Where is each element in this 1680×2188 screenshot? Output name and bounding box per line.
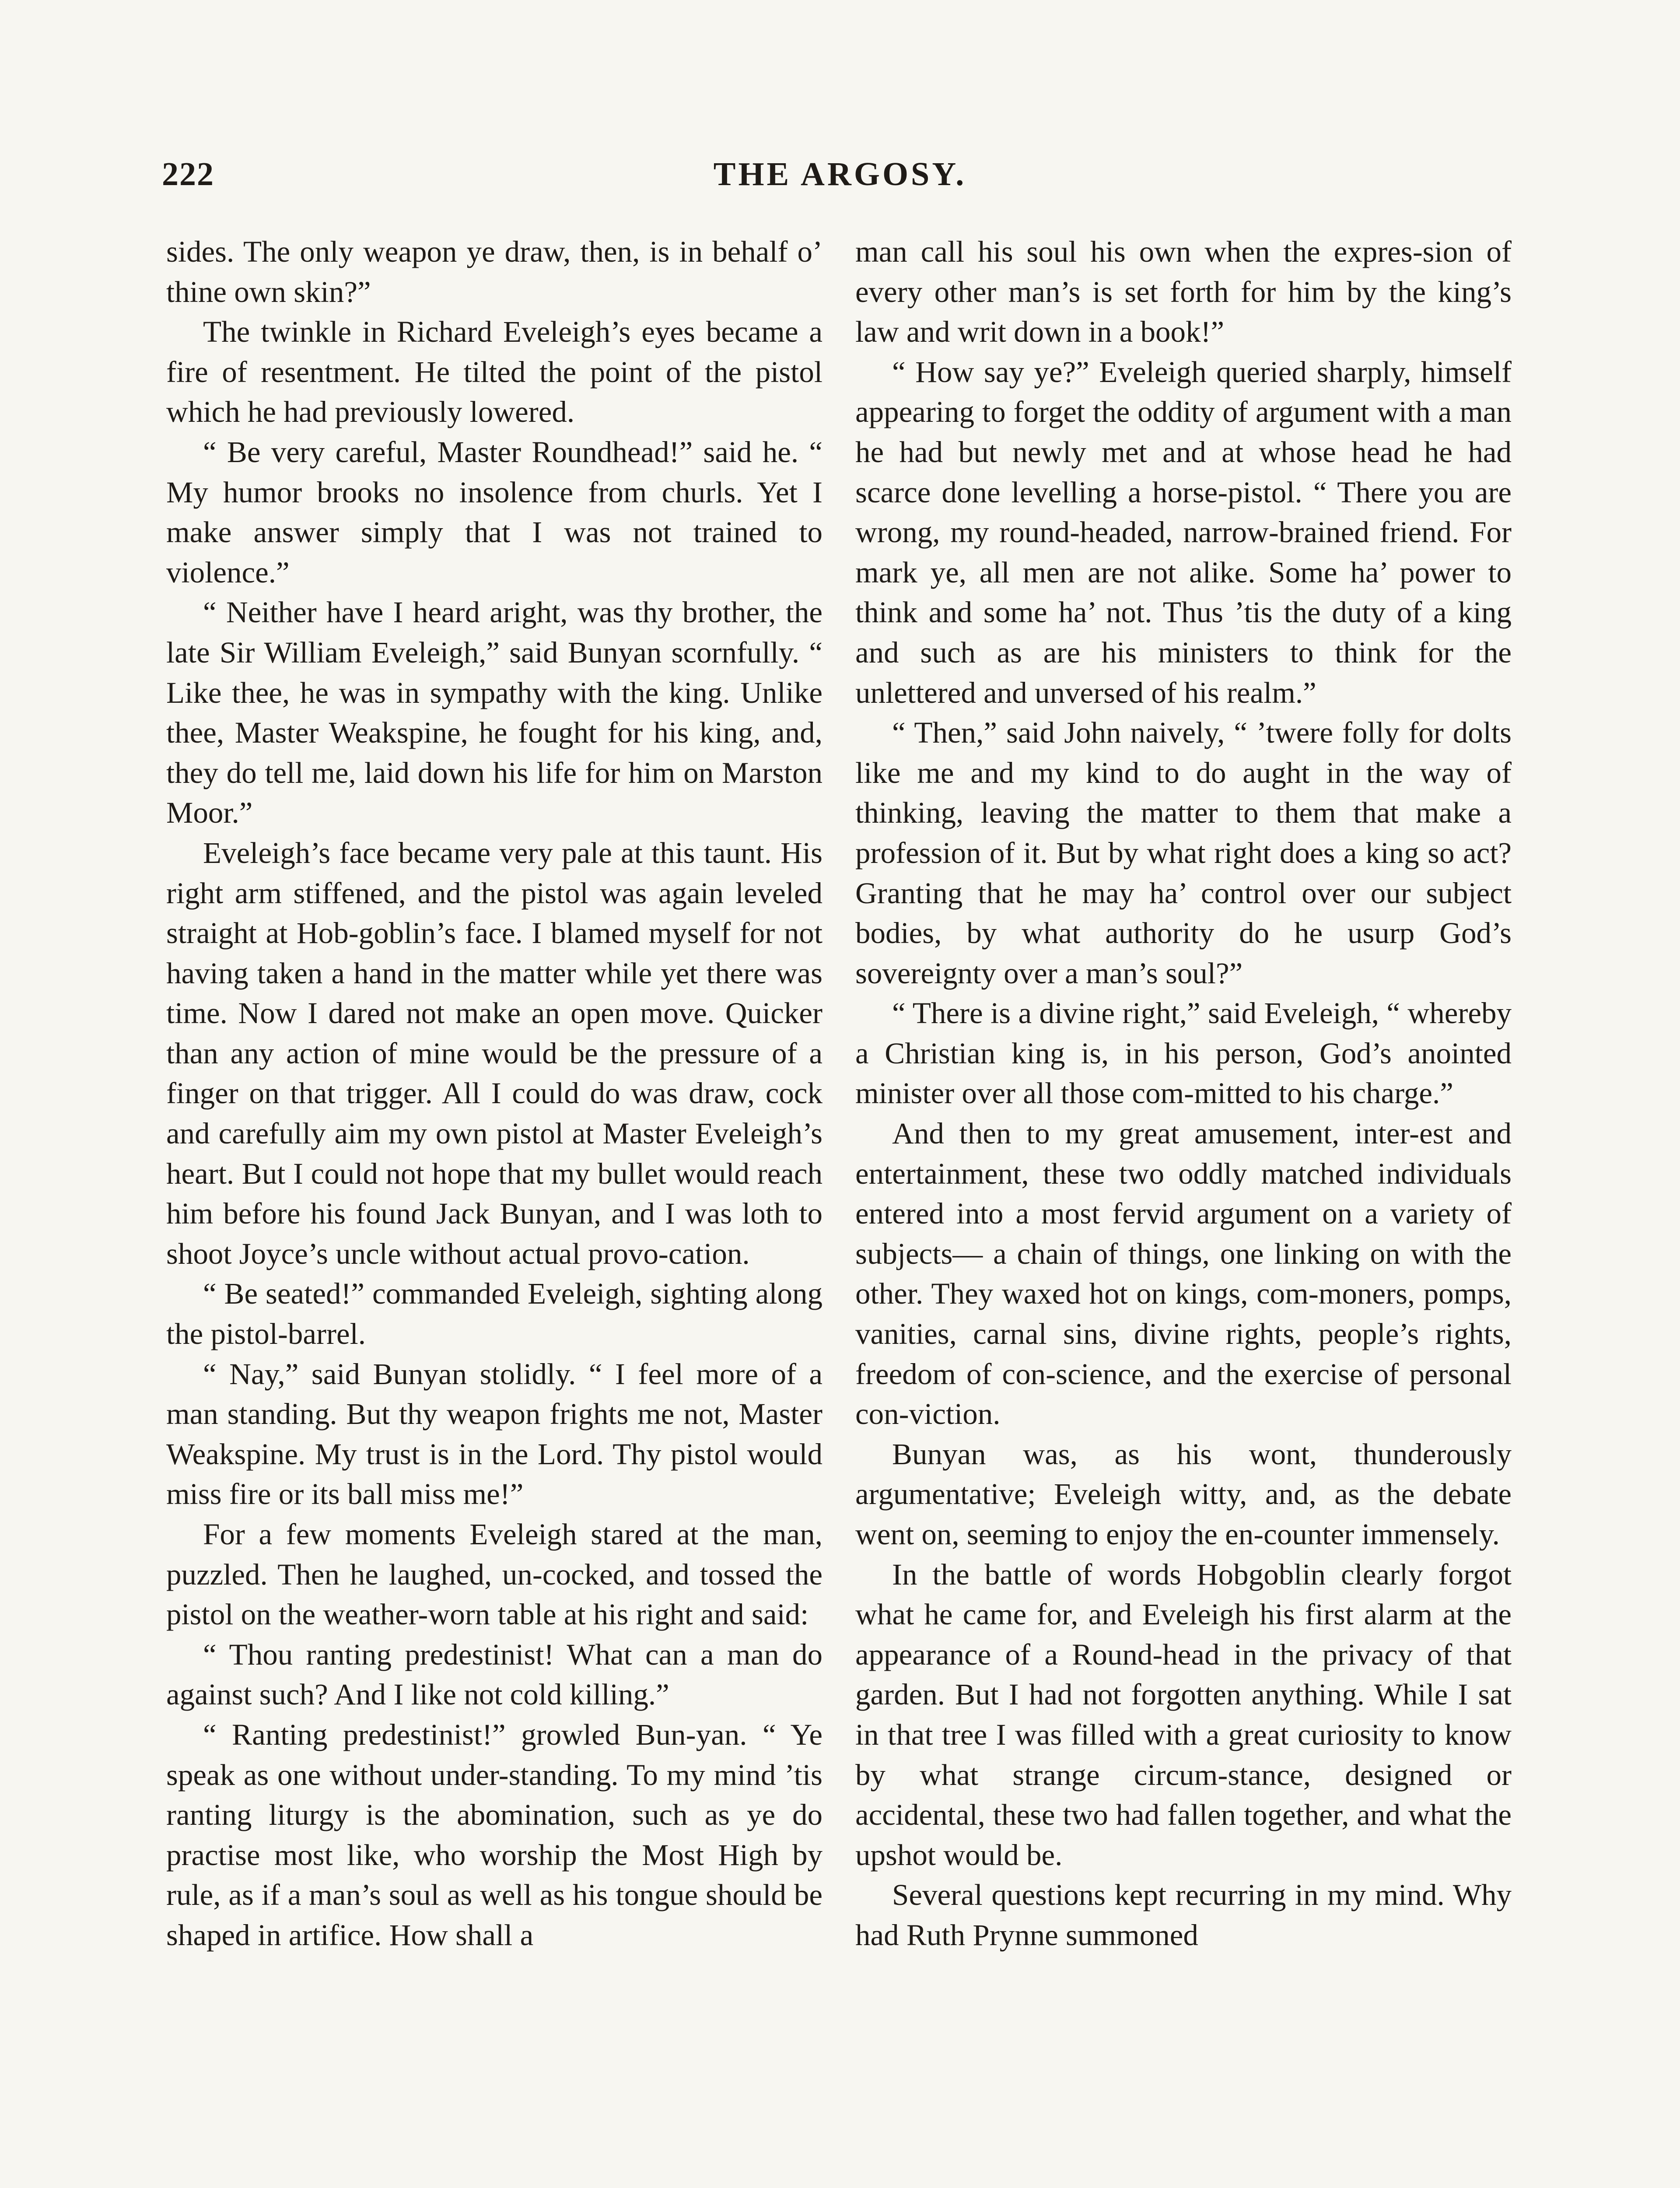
paragraph: “ Be seated!” commanded Eveleigh, sighting along the pistol-barrel. bbox=[166, 1277, 822, 1351]
paragraph: man call his soul his own when the expres-sion of every other man’s is set forth for him by the king’s law and writ down in a book!” bbox=[855, 235, 1512, 349]
page-number: 222 bbox=[162, 156, 214, 193]
paragraph: Several questions kept recurring in my mind. Why had Ruth Prynne summoned bbox=[855, 1878, 1512, 1952]
page-header bbox=[162, 155, 1518, 203]
paragraph: “ Nay,” said Bunyan stolidly. “ I feel more of a man standing. But thy weapon frights me not, Master Weakspine. My trust is in the Lord. Thy pistol would miss fire or its ball miss me!” bbox=[166, 1357, 822, 1511]
paragraph: “ Ranting predestinist!” growled Bun-yan. “ Ye speak as one without under-standing. To my mind ’tis ranting liturgy is the abomination, such as ye do practise most like, who worship the Most High by rule, as if a man’s soul as well as his tongue should be shaped in artifice. How shall a bbox=[166, 1718, 822, 1952]
left-column bbox=[166, 232, 822, 2188]
running-title: THE ARGOSY. bbox=[713, 156, 967, 193]
paragraph: “ There is a divine right,” said Eveleigh, “ whereby a Christian king is, in his person, God’s anointed minister over all those com-mitted to his charge.” bbox=[855, 996, 1512, 1110]
paragraph: “ How say ye?” Eveleigh queried sharply, himself appearing to forget the oddity of argument with a man he had but newly met and at whose head he had scarce done levelling a horse-pistol. “ There you are wrong, my round-headed, narrow-brained friend. For mark ye, all men are not alike. Some ha’ power to think and some ha’ not. Thus ’tis the duty of a king and such as are his ministers to think for the unlettered and unversed of his realm.” bbox=[855, 355, 1512, 709]
paragraph: The twinkle in Richard Eveleigh’s eyes became a fire of resentment. He tilted the point of the pistol which he had previously lowered. bbox=[166, 315, 822, 429]
paragraph: And then to my great amusement, inter-est and entertainment, these two oddly matched individuals entered into a most fervid argument on a variety of subjects— a chain of things, one linking on with the other. They waxed hot on kings, com-moners, pomps, vanities, carnal sins, divine rights, people’s rights, freedom of con-science, and the exercise of personal con-viction. bbox=[855, 1117, 1512, 1431]
paragraph: “ Thou ranting predestinist! What can a man do against such? And I like not cold killing.” bbox=[166, 1637, 822, 1711]
paragraph: Bunyan was, as his wont, thunderously argumentative; Eveleigh witty, and, as the debate went on, seeming to enjoy the en-counter immensely. bbox=[855, 1437, 1512, 1551]
paragraph: “ Neither have I heard aright, was thy brother, the late Sir William Eveleigh,” said Bunyan scornfully. “ Like thee, he was in sympathy with the king. Unlike thee, Master Weakspine, he fought for his king, and, they do tell me, laid down his life for him on Marston Moor.” bbox=[166, 596, 822, 830]
paragraph: Eveleigh’s face became very pale at this taunt. His right arm stiffened, and the pistol was again leveled straight at Hob-goblin’s face. I blamed myself for not having taken a hand in the matter while yet there was time. Now I dared not make an open move. Quicker than any action of mine would be the pressure of a finger on that trigger. All I could do was draw, cock and carefully aim my own pistol at Master Eveleigh’s heart. But I could not hope that my bullet would reach him before his found Jack Bunyan, and I was loth to shoot Joyce’s uncle without actual provo-cation. bbox=[166, 836, 822, 1270]
paragraph: For a few moments Eveleigh stared at the man, puzzled. Then he laughed, un-cocked, and tossed the pistol on the weather-worn table at his right and said: bbox=[166, 1518, 822, 1631]
paragraph: sides. The only weapon ye draw, then, is in behalf o’ thine own skin?” bbox=[166, 235, 822, 309]
paragraph: “ Then,” said John naively, “ ’twere folly for dolts like me and my kind to do aught in the way of thinking, leaving the matter to them that make a profession of it. But by what right does a king so act? Granting that he may ha’ control over our subject bodies, by what authority do he usurp God’s sovereignty over a man’s soul?” bbox=[855, 716, 1512, 990]
paragraph: “ Be very careful, Master Roundhead!” said he. “ My humor brooks no insolence from churls. Yet I make answer simply that I was not trained to violence.” bbox=[166, 435, 822, 589]
paragraph: In the battle of words Hobgoblin clearly forgot what he came for, and Eveleigh his first alarm at the appearance of a Round-head in the privacy of that garden. But I had not forgotten anything. While I sat in that tree I was filled with a great curiosity to know by what strange circum-stance, designed or accidental, these two had fallen together, and what the upshot would be. bbox=[855, 1557, 1512, 1872]
right-column bbox=[855, 232, 1512, 2188]
